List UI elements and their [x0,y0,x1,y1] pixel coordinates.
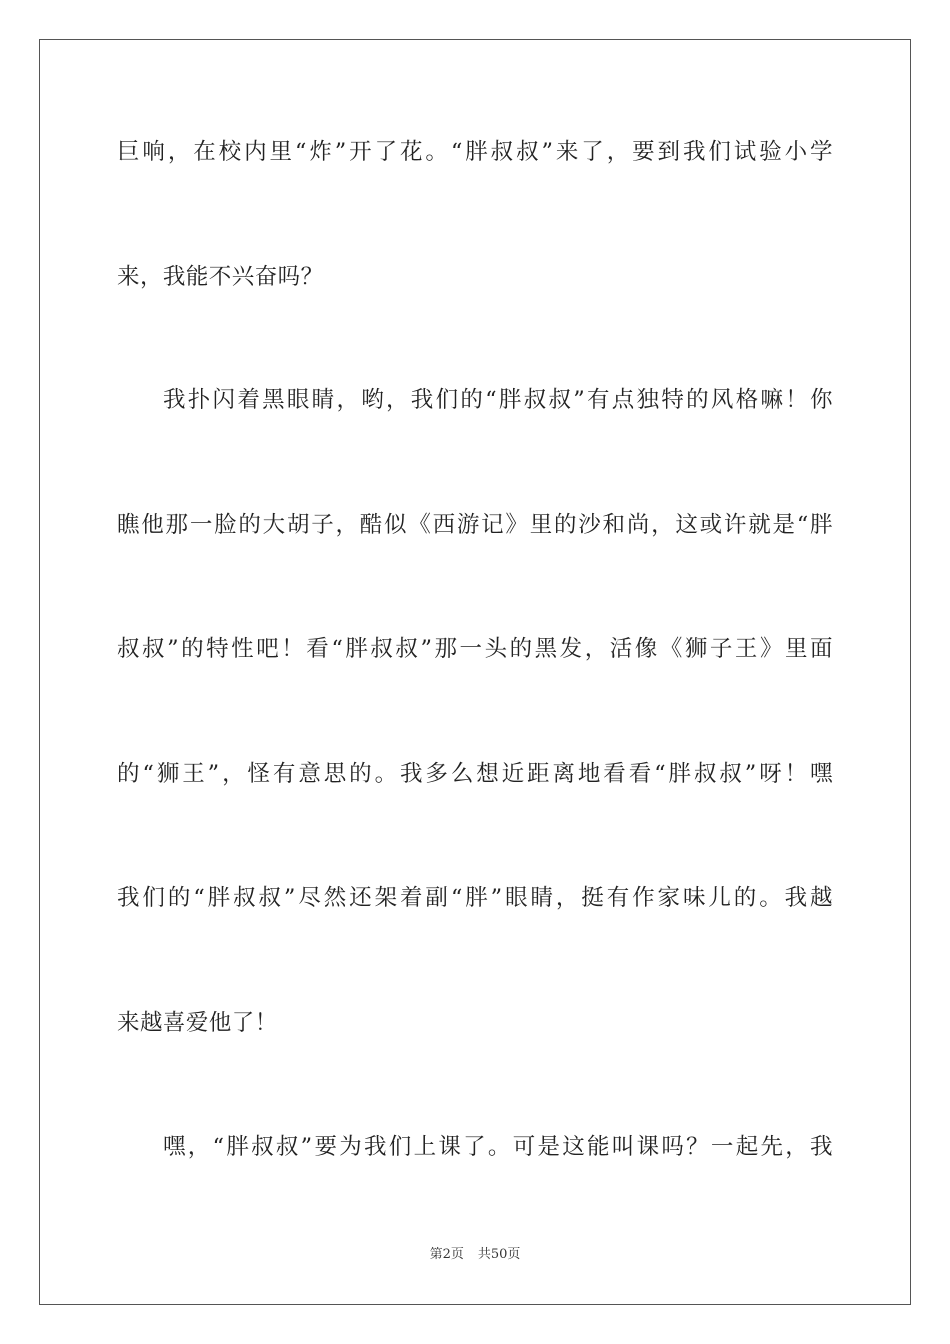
page-number: 第2页 [429,1247,464,1262]
body-line-4: 瞧他那一脸的大胡子，酷似《西游记》里的沙和尚，这或许就是“胖 [117,512,833,538]
body-line-3: 我扑闪着黑眼睛，哟，我们的“胖叔叔”有点独特的风格嘛！你 [163,387,833,413]
page-total: 共50页 [477,1247,521,1262]
body-line-6: 的“狮王”，怪有意思的。我多么想近距离地看看“胖叔叔”呀！嘿 [117,761,833,787]
body-line-1: 巨响，在校内里“炸”开了花。“胖叔叔”来了，要到我们试验小学 [117,139,833,165]
body-line-2: 来，我能不兴奋吗？ [117,264,324,290]
page-frame [39,39,911,1305]
body-line-5: 叔叔”的特性吧！看“胖叔叔”那一头的黑发，活像《狮子王》里面 [117,636,833,662]
body-line-7: 我们的“胖叔叔”尽然还架着副“胖”眼睛，挺有作家味儿的。我越 [117,885,833,911]
body-line-8: 来越喜爱他了！ [117,1010,278,1036]
page-footer [0,1246,950,1264]
body-line-9: 嘿，“胖叔叔”要为我们上课了。可是这能叫课吗？一起先，我 [163,1134,833,1160]
